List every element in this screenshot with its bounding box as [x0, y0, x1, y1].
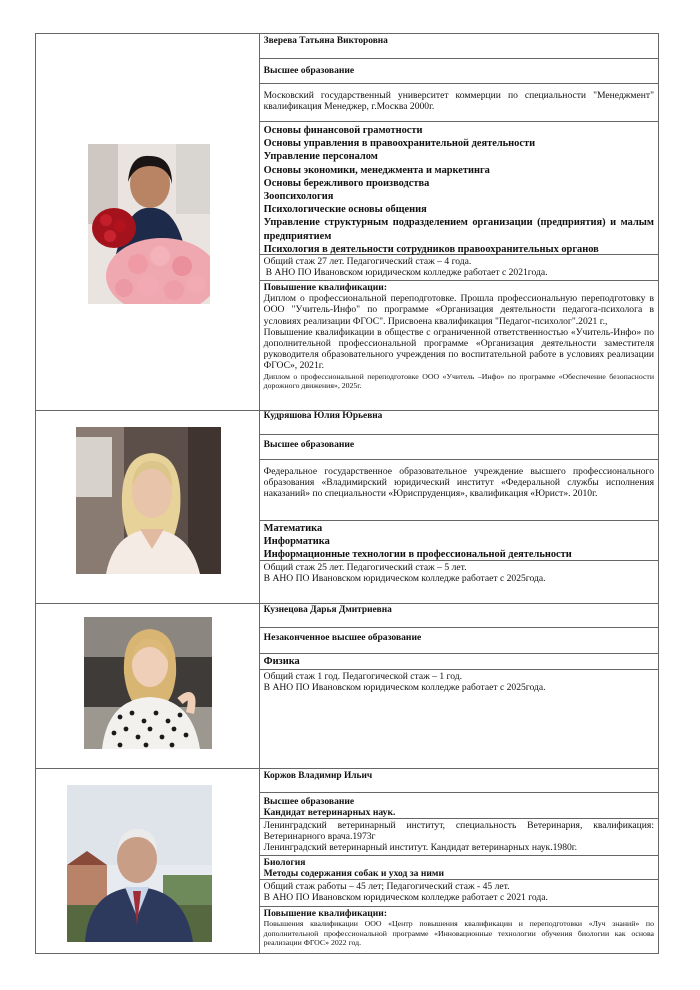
- experience-total: Общий стаж 27 лет. Педагогический стаж – 4 года.: [263, 256, 472, 267]
- teacher-row: [36, 34, 659, 411]
- experience-college: В АНО ПО Ивановском юридическом колледже работает с 2021 года.: [263, 892, 548, 904]
- subject-item: Управление персоналом: [263, 151, 378, 163]
- info-cell: [260, 34, 659, 410]
- education-detail: Федеральное государственное образовательное учреждение высшего профессионального образования «Владимирский юридический институт «Федеральной службы исполнения наказаний» по специальности «Юриспруденция», квалификация «Юрист». 2010г.: [260, 460, 659, 521]
- qualification-item: Повышения квалификации ООО «Центр повышения квалификации и переподготовки «Луч знаний» по дополнительной профессиональной программе «Инновационные технологии обучения биологии как основа реализации ФГОС» 2022 год.: [263, 919, 654, 948]
- teacher-name: Зверева Татьяна Викторовна: [260, 34, 659, 59]
- subject-item: Основы управления в правоохранительной деятельности: [263, 138, 536, 150]
- experience-total: Общий стаж 25 лет. Педагогический стаж – 5 лет.: [263, 562, 467, 573]
- experience-total: Общий стаж работы – 45 лет; Педагогический стаж - 45 лет.: [263, 881, 510, 892]
- qualification-cell: [260, 907, 659, 953]
- qualification-title: Повышение квалификации:: [263, 908, 388, 919]
- teacher-photo: [67, 785, 212, 942]
- experience-college: В АНО ПО Ивановском юридическом колледже работает с 2025года.: [263, 682, 546, 694]
- subject-item: Психология в деятельности сотрудников правоохранительных органов: [263, 243, 599, 255]
- education-level: Высшее образование: [260, 435, 659, 460]
- teacher-photo: [76, 427, 221, 574]
- qualification-item: Диплом о профессиональной переподготовке. Прошла профессиональную переподготовку в ООО "Учитель-Инфо" по программе «Организация деятельности педагога-психолога в условиях реализации ФГОС". Присвоена квалификация "Педагог-психолог".2021 г.,: [263, 293, 654, 327]
- experience-total: Общий стаж 1 год. Педагогической стаж – 1 год.: [263, 671, 463, 682]
- education-level: Высшее образование: [260, 59, 659, 84]
- experience-cell: [260, 670, 659, 769]
- photo-cell: [36, 604, 260, 768]
- education-detail: Ленинградский ветеринарный институт, специальность Ветеринария, квалификация: Ветеринарного врача.1973г: [263, 820, 654, 843]
- teacher-row: [36, 604, 659, 769]
- staff-table: [35, 33, 659, 954]
- photo-cell: [36, 34, 260, 410]
- academic-degree: Кандидат ветеринарных наук.: [263, 807, 396, 819]
- teacher-name: Кузнецова Дарья Дмитриевна: [260, 604, 659, 628]
- qualification-title: Повышение квалификации:: [263, 282, 388, 293]
- teacher-photo: [84, 617, 212, 749]
- qualification-cell: [260, 281, 659, 411]
- info-cell: [260, 769, 659, 953]
- subjects-cell: [260, 122, 659, 255]
- education-level: Высшее образование: [263, 796, 355, 807]
- subject-item: Математика: [263, 523, 323, 534]
- education-detail-cell: [260, 819, 659, 856]
- subject-item: Биология: [263, 857, 306, 868]
- subject-item: Методы содержания собак и уход за ними: [263, 868, 444, 880]
- teacher-row: [36, 411, 659, 604]
- subject-item: Основы финансовой грамотности: [263, 125, 423, 136]
- subjects-cell: [260, 856, 659, 880]
- education-detail: Ленинградский ветеринарный институт. Кандидат ветеринарных наук.1980г.: [263, 842, 578, 854]
- photo-cell: [36, 769, 260, 953]
- info-cell: [260, 411, 659, 603]
- education-cell: [260, 793, 659, 819]
- experience-cell: [260, 561, 659, 604]
- subject-item: Физика: [263, 656, 300, 667]
- subjects-cell: [260, 521, 659, 561]
- experience-college: В АНО ПО Ивановском юридическом колледже работает с 2021года.: [265, 267, 548, 279]
- subject-item: Основы бережливого производства: [263, 177, 430, 189]
- info-cell: [260, 604, 659, 768]
- qualification-item: Диплом о профессиональной переподготовке ООО «Учитель –Инфо» по программе «Обеспечение безопасности дорожного движения», 2025г.: [263, 371, 654, 391]
- teacher-photo: [88, 144, 210, 304]
- subject-item: Информатика: [263, 536, 330, 548]
- qualification-item: Повышение квалификации в обществе с ограниченной ответственностью «Учитель-Инфо» по дополнительной профессиональной программе «Организация деятельности заместителя руководителя образовательного учреждения по воспитательной работе в условиях реализации ФГОС», 2021г.: [263, 326, 654, 372]
- subject-item: Психологические основы общения: [263, 204, 427, 216]
- teacher-name: Кудряшова Юлия Юрьевна: [260, 411, 659, 435]
- experience-college: В АНО ПО Ивановском юридическом колледже работает с 2025года.: [263, 573, 546, 585]
- teacher-name: Коржов Владимир Ильич: [260, 769, 659, 793]
- experience-cell: [260, 880, 659, 907]
- teacher-row: [36, 769, 659, 954]
- education-detail: Московский государственный университет коммерции по специальности "Менеджмент" квалификация Менеджер, г.Москва 2000г.: [260, 84, 659, 122]
- photo-cell: [36, 411, 260, 603]
- subject-item: Информационные технологии в профессиональной деятельности: [263, 549, 572, 561]
- subject-item: Основы экономики, менеджмента и маркетинга: [263, 164, 490, 176]
- subjects-cell: [260, 654, 659, 670]
- subject-item: Зоопсихология: [263, 191, 334, 203]
- experience-cell: [260, 255, 659, 281]
- education-level: Незаконченное высшее образование: [260, 628, 659, 654]
- subject-item: Управление структурным подразделением организации (предприятия) и малым предприятием: [263, 217, 654, 242]
